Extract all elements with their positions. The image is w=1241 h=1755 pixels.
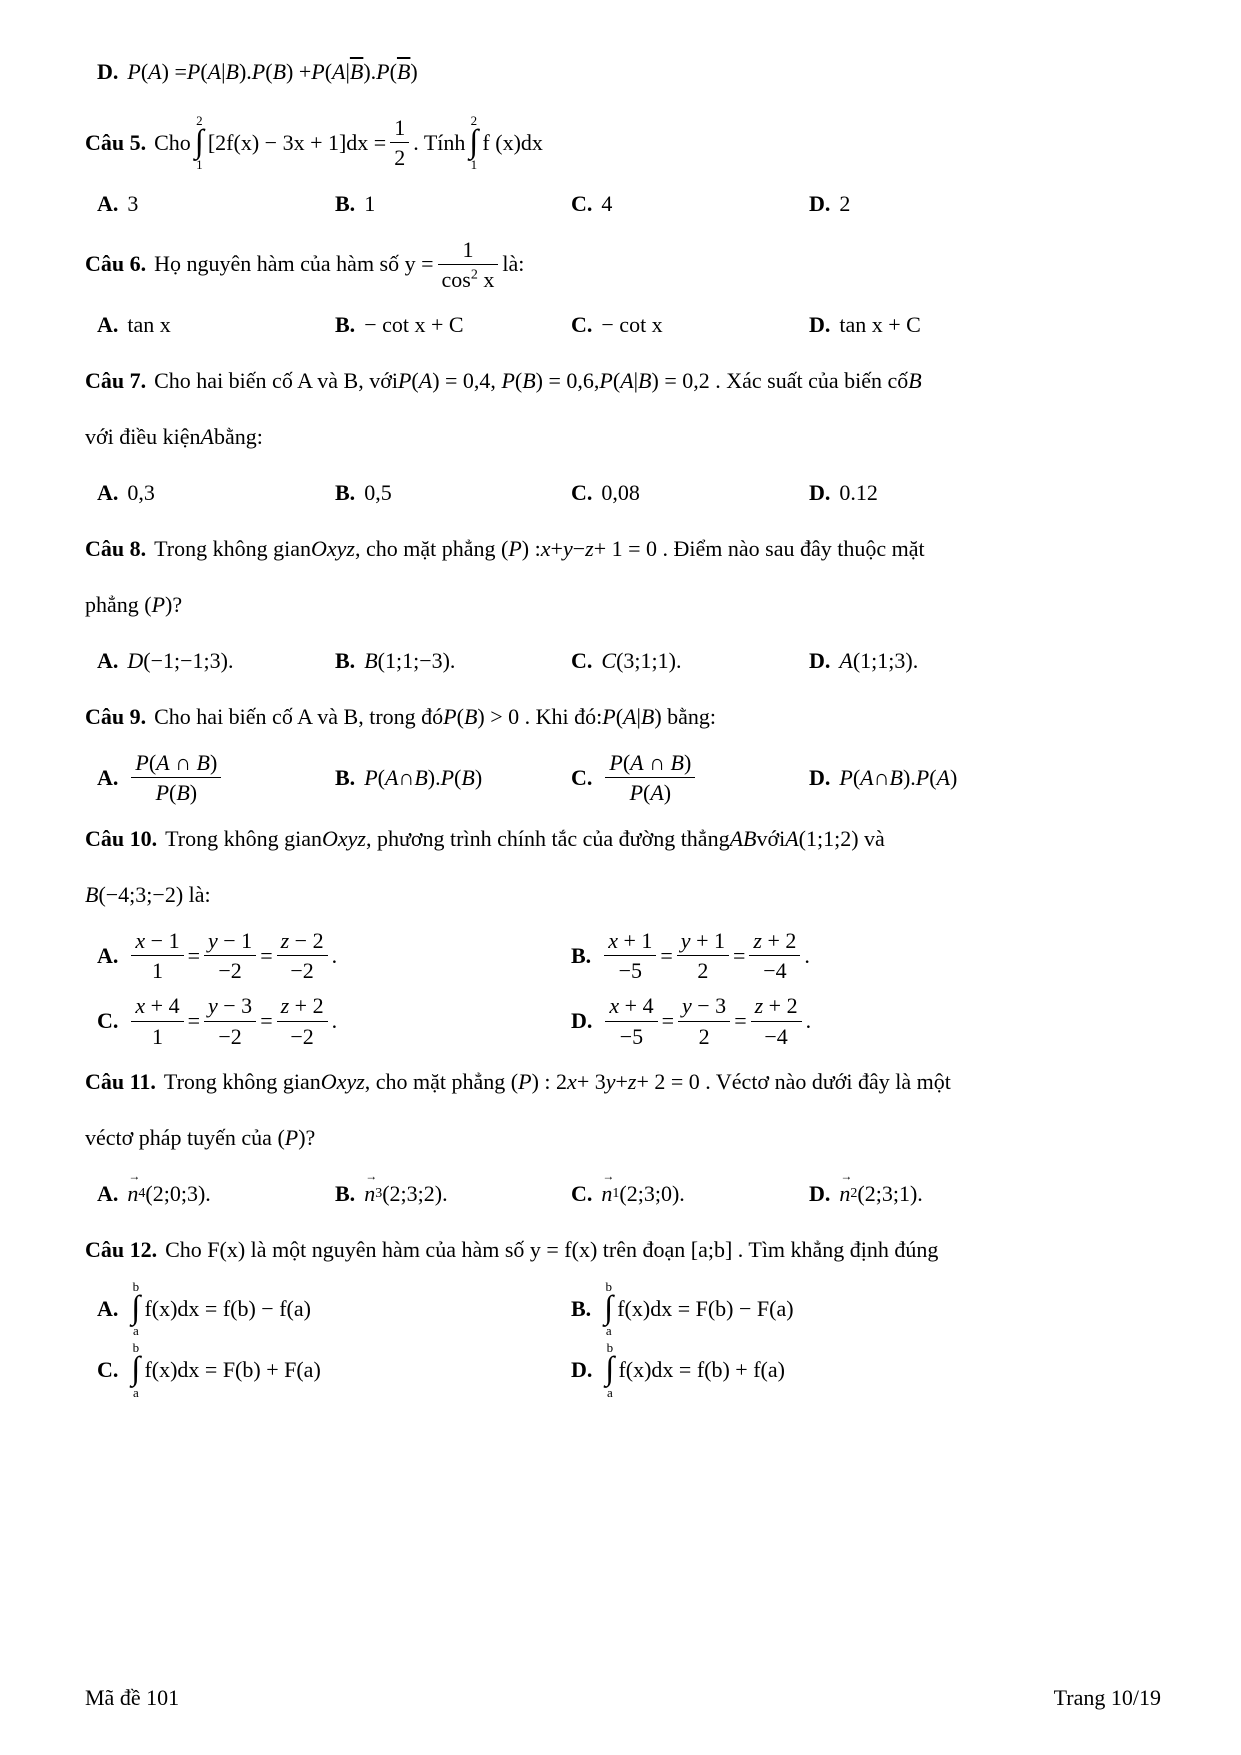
option-label: B. (335, 312, 356, 338)
option-label: A. (97, 190, 119, 216)
answer-option (571, 191, 809, 217)
option-content: n → 4 (2;0;3). (127, 1181, 210, 1207)
question (85, 353, 1161, 521)
option-label: C. (97, 1356, 119, 1382)
option-row (85, 176, 1161, 232)
option-content: n → 2 (2;3;1). (839, 1181, 922, 1207)
question (85, 521, 1161, 689)
answer-option (571, 988, 1161, 1054)
option-content: n → 3 (2;3;2). (364, 1181, 447, 1207)
question-number: Câu 9. (85, 704, 147, 730)
option-label: D. (809, 648, 831, 674)
question-stem-line (85, 1110, 1161, 1166)
option-row (85, 1339, 1161, 1400)
question-stem-text: Trong không gian Oxyz , cho mặt phẳng ( P ) : 2 x + 3 y + z + 2 = 0 . Véctơ nào dưới đây là một (163, 1068, 951, 1094)
question-number: Câu 12. (85, 1236, 158, 1262)
option-content: tan x + C (839, 312, 921, 338)
option-label: A. (97, 942, 119, 968)
answer-option (97, 191, 335, 217)
page-number: Trang 10/19 (1053, 1685, 1161, 1710)
question-stem-line (85, 811, 1161, 867)
question-stem-text: Trong không gian Oxyz , cho mặt phẳng ( P ) : x + y − z + 1 = 0 . Điểm nào sau đây thuộc mặt (154, 536, 925, 562)
option-row (85, 465, 1161, 521)
option-content: tan x (127, 312, 171, 338)
question-number: Câu 8. (85, 536, 147, 562)
option-content: b ∫ a f(x)dx = F(b) − F(a) (604, 1278, 794, 1339)
question-stem-text: Trong không gian Oxyz , phương trình chính tắc của đường thẳng AB với A (1;1;2) và (165, 825, 885, 851)
option-label: C. (571, 312, 593, 338)
question-number: Câu 10. (85, 825, 158, 851)
question-stem-line (85, 110, 1161, 176)
option-content: − cot x (601, 312, 663, 338)
question-stem-line (85, 1054, 1161, 1110)
exam-code: Mã đề 101 (85, 1685, 180, 1710)
option-content: $\frac{x + 4}{-5}$ = $\frac{y - 3}{2}$ = $\frac{z + 2}{-4}$ . (601, 988, 811, 1054)
option-label: D. (809, 312, 831, 338)
answer-option (809, 191, 1161, 217)
answer-option (571, 312, 809, 338)
option-content: 0.12 (839, 480, 878, 506)
option-content: P ( A ∩ B ). P ( B ) (364, 764, 483, 790)
option-label: C. (97, 1008, 119, 1034)
page-footer (85, 1685, 1161, 1711)
question-number: Câu 6. (85, 251, 147, 277)
option-content: P ( A ∩ B ). P ( A ) (839, 764, 958, 790)
question-number: Câu 5. (85, 129, 147, 155)
question-stem-line (85, 577, 1161, 633)
answer-option (97, 312, 335, 338)
option-label: D. (571, 1356, 593, 1382)
option-label: A. (97, 1295, 119, 1321)
question-stem-line (85, 1222, 1161, 1278)
option-label: D. (809, 190, 831, 216)
question-stem-text: Họ nguyên hàm của hàm số y = $\frac{1}{\cos^2 x}$ là: (154, 236, 525, 292)
option-label: B. (571, 1295, 592, 1321)
option-row (85, 1278, 1161, 1339)
option-label: D. (809, 1180, 831, 1206)
answer-option (571, 1339, 1161, 1400)
option-row (85, 297, 1161, 353)
answer-option (335, 480, 571, 506)
option-row (85, 1166, 1161, 1222)
option-content: b ∫ a f(x)dx = f(b) − f(a) (131, 1278, 311, 1339)
question (85, 811, 1161, 1054)
question-stem-text: Cho hai biến cố A và B, trong đó P ( B ) > 0 . Khi đó: P ( A | B ) bằng: (154, 704, 717, 730)
answer-option (571, 648, 809, 674)
option-label: C. (571, 1180, 593, 1206)
option-row (85, 988, 1161, 1054)
answer-option (335, 312, 571, 338)
answer-option (97, 648, 335, 674)
option-content: $\frac{P(A \cap B)}{P(A)}$ (601, 745, 699, 811)
answer-option (335, 1181, 571, 1207)
question-stem-line (85, 867, 1161, 923)
question-stem-line (85, 409, 1161, 465)
answer-option (335, 648, 571, 674)
answer-option (571, 745, 809, 811)
option-content: 4 (601, 190, 613, 216)
question-list (85, 110, 1161, 1401)
option-label: A. (97, 1180, 119, 1206)
option-label: A. (97, 480, 119, 506)
option-content: D (−1;−1;3). (127, 648, 234, 674)
option-label: B. (335, 1180, 356, 1206)
intro-option (85, 40, 1161, 104)
question-number: Câu 11. (85, 1068, 156, 1094)
answer-option (335, 191, 571, 217)
option-label: D. (97, 59, 119, 84)
question-stem-text: với điều kiện A bằng: (85, 424, 263, 450)
option-label: B. (571, 942, 592, 968)
question (85, 689, 1161, 811)
option-content: b ∫ a f(x)dx = f(b) + f(a) (605, 1340, 785, 1400)
option-label: A. (97, 648, 119, 674)
option-content: − cot x + C (364, 312, 464, 338)
answer-option (97, 1278, 571, 1339)
answer-option (571, 1181, 809, 1207)
question-stem-line (85, 353, 1161, 409)
option-row (85, 633, 1161, 689)
option-content: P ( A ) = P ( A | B ). P ( B ) + P ( A | $\overline{B}$ ). P ( $\overline{B}$ ) (127, 59, 418, 84)
answer-option (809, 312, 1161, 338)
question-stem-line (85, 232, 1161, 298)
answer-option (809, 648, 1161, 674)
option-label: C. (571, 648, 593, 674)
question-stem-text: Cho F(x) là một nguyên hàm của hàm số y = f(x) trên đoạn [a;b] . Tìm khẳng định đúng (165, 1236, 939, 1262)
option-label: D. (571, 1008, 593, 1034)
question-stem-line (85, 521, 1161, 577)
answer-option (97, 480, 335, 506)
option-content: $\frac{x + 1}{-5}$ = $\frac{y + 1}{2}$ = $\frac{z + 2}{-4}$ . (600, 923, 810, 989)
answer-option (571, 923, 1161, 989)
question (85, 1054, 1161, 1222)
option-content: A (1;1;3). (839, 648, 919, 674)
question-stem-text: Cho 2 ∫ 1 [2f(x) − 3x + 1]dx = $\frac{1}{2}$ . Tính 2 ∫ 1 f (x)dx (154, 113, 543, 173)
option-content: $\frac{x + 4}{1}$ = $\frac{y - 3}{-2}$ = $\frac{z + 2}{-2}$ . (127, 988, 337, 1054)
question (85, 1222, 1161, 1401)
option-content: 1 (364, 190, 376, 216)
answer-option (571, 480, 809, 506)
option-label: B. (335, 480, 356, 506)
option-content: 0,3 (127, 480, 155, 506)
option-content: 2 (839, 190, 851, 216)
answer-option (97, 923, 571, 989)
question-stem-line (85, 689, 1161, 745)
answer-option (97, 1181, 335, 1207)
question (85, 110, 1161, 232)
option-label: A. (97, 764, 119, 790)
answer-option (97, 745, 335, 811)
option-label: B. (335, 190, 356, 216)
question-stem-text: B (−4;3;−2) là: (85, 881, 211, 907)
option-label: C. (571, 190, 593, 216)
option-content: 0,08 (601, 480, 640, 506)
option-content: $\frac{x - 1}{1}$ = $\frac{y - 1}{-2}$ = $\frac{z - 2}{-2}$ . (127, 923, 337, 989)
answer-option (335, 765, 571, 791)
option-content: b ∫ a f(x)dx = F(b) + F(a) (131, 1340, 321, 1400)
option-label: C. (571, 480, 593, 506)
question-stem-text: véctơ pháp tuyến của ( P )? (85, 1124, 316, 1150)
answer-option (97, 1339, 571, 1400)
option-content: C (3;1;1). (601, 648, 682, 674)
option-label: D. (809, 764, 831, 790)
option-row (85, 923, 1161, 989)
option-content: n → 1 (2;3;0). (601, 1181, 684, 1207)
answer-option (571, 1278, 1161, 1339)
option-content: 3 (127, 190, 139, 216)
question-stem-text: phẳng ( P )? (85, 592, 183, 618)
option-label: D. (809, 480, 831, 506)
answer-option (809, 765, 1161, 791)
option-content: 0,5 (364, 480, 392, 506)
option-label: A. (97, 312, 119, 338)
answer-option (809, 1181, 1161, 1207)
question-stem-text: Cho hai biến cố A và B, với P ( A ) = 0,4, P ( B ) = 0,6, P ( A | B ) = 0,2 . Xác suất của biến cố B (154, 368, 922, 394)
option-label: C. (571, 764, 593, 790)
question (85, 232, 1161, 354)
option-label: B. (335, 764, 356, 790)
answer-option (809, 480, 1161, 506)
answer-option (97, 988, 571, 1054)
option-content: B (1;1;−3). (364, 648, 456, 674)
option-content: $\frac{P(A \cap B)}{P(B)}$ (127, 745, 225, 811)
option-label: B. (335, 648, 356, 674)
question-number: Câu 7. (85, 368, 147, 394)
option-row (85, 745, 1161, 811)
